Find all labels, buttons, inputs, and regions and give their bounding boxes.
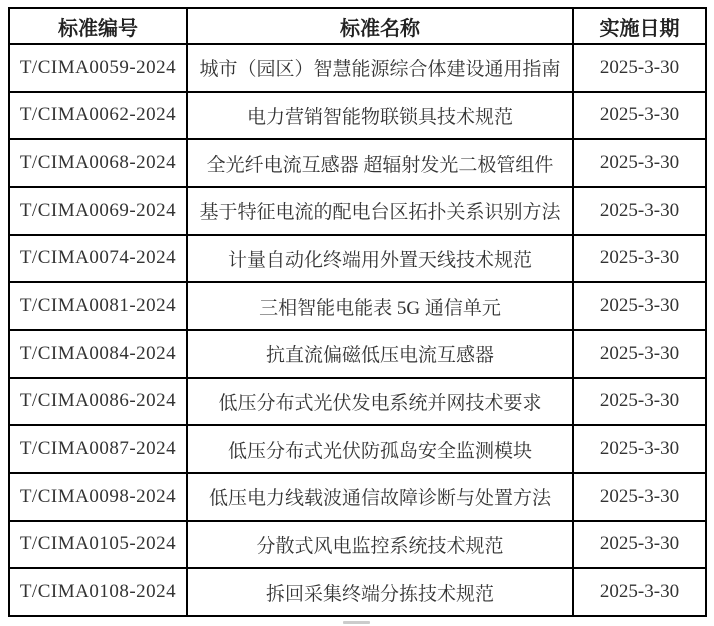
cell-standard-number: T/CIMA0059-2024 <box>9 44 187 92</box>
cell-standard-number: T/CIMA0062-2024 <box>9 92 187 140</box>
table-row <box>9 568 706 616</box>
table-row <box>9 425 706 473</box>
cell-standard-name: 电力营销智能物联锁具技术规范 <box>187 92 573 140</box>
cell-standard-name: 三相智能电能表 5G 通信单元 <box>187 282 573 330</box>
cell-standard-name: 拆回采集终端分拣技术规范 <box>187 568 573 616</box>
cell-standard-name: 低压电力线载波通信故障诊断与处置方法 <box>187 473 573 521</box>
table-row <box>9 44 706 92</box>
cell-standard-name: 城市（园区）智慧能源综合体建设通用指南 <box>187 44 573 92</box>
column-header-implementation-date: 实施日期 <box>573 8 706 44</box>
cell-standard-number: T/CIMA0084-2024 <box>9 330 187 378</box>
standards-table <box>8 7 707 617</box>
cell-standard-name: 计量自动化终端用外置天线技术规范 <box>187 235 573 283</box>
cell-implementation-date: 2025-3-30 <box>573 473 706 521</box>
table-row <box>9 92 706 140</box>
cell-implementation-date: 2025-3-30 <box>573 330 706 378</box>
table-row <box>9 187 706 235</box>
cell-standard-number: T/CIMA0069-2024 <box>9 187 187 235</box>
table-row <box>9 330 706 378</box>
cell-standard-number: T/CIMA0087-2024 <box>9 425 187 473</box>
table-header <box>9 8 706 44</box>
cell-implementation-date: 2025-3-30 <box>573 139 706 187</box>
cell-implementation-date: 2025-3-30 <box>573 187 706 235</box>
cell-standard-number: T/CIMA0098-2024 <box>9 473 187 521</box>
cell-standard-number: T/CIMA0105-2024 <box>9 521 187 569</box>
cell-standard-number: T/CIMA0074-2024 <box>9 235 187 283</box>
cell-standard-name: 全光纤电流互感器 超辐射发光二极管组件 <box>187 139 573 187</box>
scrollbar-thumb[interactable] <box>343 621 370 624</box>
table-row <box>9 139 706 187</box>
cell-standard-number: T/CIMA0086-2024 <box>9 378 187 426</box>
cell-standard-number: T/CIMA0068-2024 <box>9 139 187 187</box>
table-row <box>9 235 706 283</box>
cell-standard-name: 低压分布式光伏防孤岛安全监测模块 <box>187 425 573 473</box>
cell-implementation-date: 2025-3-30 <box>573 282 706 330</box>
table-row <box>9 521 706 569</box>
cell-standard-number: T/CIMA0081-2024 <box>9 282 187 330</box>
cell-implementation-date: 2025-3-30 <box>573 425 706 473</box>
header-row <box>9 8 706 44</box>
cell-implementation-date: 2025-3-30 <box>573 44 706 92</box>
column-header-standard-name: 标准名称 <box>187 8 573 44</box>
table-row <box>9 473 706 521</box>
table-row <box>9 282 706 330</box>
cell-standard-number: T/CIMA0108-2024 <box>9 568 187 616</box>
cell-implementation-date: 2025-3-30 <box>573 521 706 569</box>
cell-implementation-date: 2025-3-30 <box>573 92 706 140</box>
cell-standard-name: 低压分布式光伏发电系统并网技术要求 <box>187 378 573 426</box>
cell-standard-name: 基于特征电流的配电台区拓扑关系识别方法 <box>187 187 573 235</box>
table-row <box>9 378 706 426</box>
cell-standard-name: 分散式风电监控系统技术规范 <box>187 521 573 569</box>
standards-table-container <box>8 7 707 617</box>
cell-implementation-date: 2025-3-30 <box>573 568 706 616</box>
cell-standard-name: 抗直流偏磁低压电流互感器 <box>187 330 573 378</box>
table-body <box>9 44 706 616</box>
cell-implementation-date: 2025-3-30 <box>573 378 706 426</box>
cell-implementation-date: 2025-3-30 <box>573 235 706 283</box>
column-header-standard-number: 标准编号 <box>9 8 187 44</box>
